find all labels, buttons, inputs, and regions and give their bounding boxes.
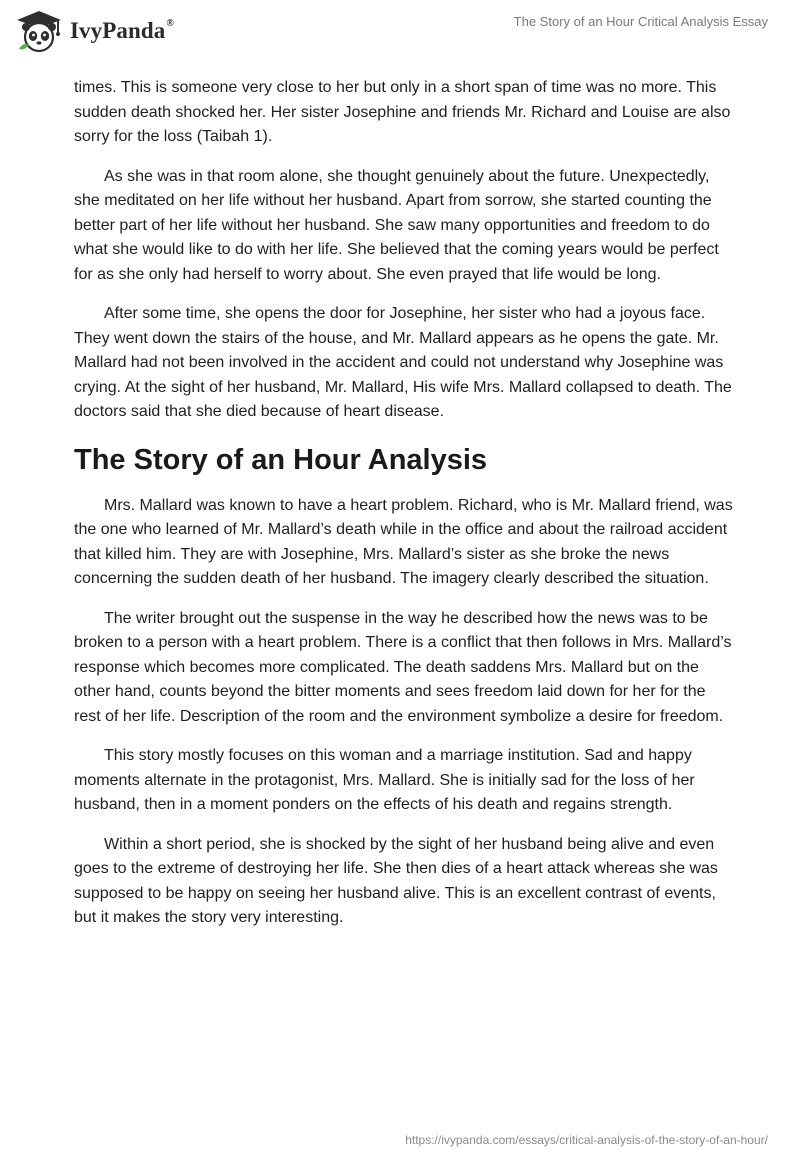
registered-mark: ® bbox=[166, 18, 174, 29]
page-header bbox=[0, 0, 800, 62]
paragraph: The writer brought out the suspense in the way he described how the news was to be broken to a person with a heart problem. There is a conflict that then follows in Mrs. Mallard’s response which becomes more complicated. The death saddens Mrs. Mallard but on the other hand, counts beyond the bitter moments and sees freedom laid down for her for the rest of her life. Description of the room and the environment symbolize a desire for freedom. bbox=[74, 609, 732, 725]
section-heading: The Story of an Hour Analysis bbox=[74, 443, 488, 476]
source-url[interactable]: https://ivypanda.com/essays/critical-analysis-of-the-story-of-an-hour/ bbox=[405, 1133, 768, 1147]
essay-content bbox=[74, 76, 734, 946]
ivypanda-logo[interactable] bbox=[14, 9, 174, 53]
paragraph: After some time, she opens the door for Josephine, her sister who had a joyous face. They went down the stairs of the house, and Mr. Mallard appears as he opens the gate. Mr. Mallard had not been involved in the accident and could not understand why Josephine was crying. At the sight of her husband, Mr. Mallard, His wife Mrs. Mallard collapsed to death. The doctors said that she died because of heart disease. bbox=[74, 305, 732, 420]
paragraph: times. This is someone very close to her but only in a short span of time was no more. This sudden death shocked her. Her sister Josephine and friends Mr. Richard and Louise are also sorry for the loss (Taibah 1). bbox=[74, 79, 731, 145]
paragraph: Within a short period, she is shocked by the sight of her husband being alive and even goes to the extreme of destroying her life. She then dies of a heart attack whereas she was supposed to be happy on seeing her husband alive. This is an excellent contrast of events, but it makes the story very interesting. bbox=[74, 835, 718, 926]
panda-graduate-icon bbox=[14, 9, 64, 53]
paragraph: As she was in that room alone, she thought genuinely about the future. Unexpectedly, she meditated on her life without her husband. Apart from sorrow, she started counting the better part of her life without her husband. She saw many opportunities and freedom to do what she would like to do with her life. She believed that the coming years would be perfect for as she only had herself to worry about. She even prayed that life would be long. bbox=[74, 167, 719, 283]
brand-name bbox=[70, 18, 174, 44]
paragraph: This story mostly focuses on this woman and a marriage institution. Sad and happy moments alternate in the protagonist, Mrs. Mallard. She is initially sad for the loss of her husband, then in a moment ponders on the effects of his death and regains strength. bbox=[74, 747, 695, 813]
paragraph: Mrs. Mallard was known to have a heart problem. Richard, who is Mr. Mallard friend, was the one who learned of Mr. Mallard’s death while in the office and about the railroad accident that killed him. They are with Josephine, Mrs. Mallard’s sister as she broke the news concerning the sudden death of her husband. The imagery clearly described the situation. bbox=[74, 496, 733, 587]
document-title: The Story of an Hour Critical Analysis Essay bbox=[513, 14, 768, 29]
brand-text: IvyPanda bbox=[70, 18, 166, 43]
